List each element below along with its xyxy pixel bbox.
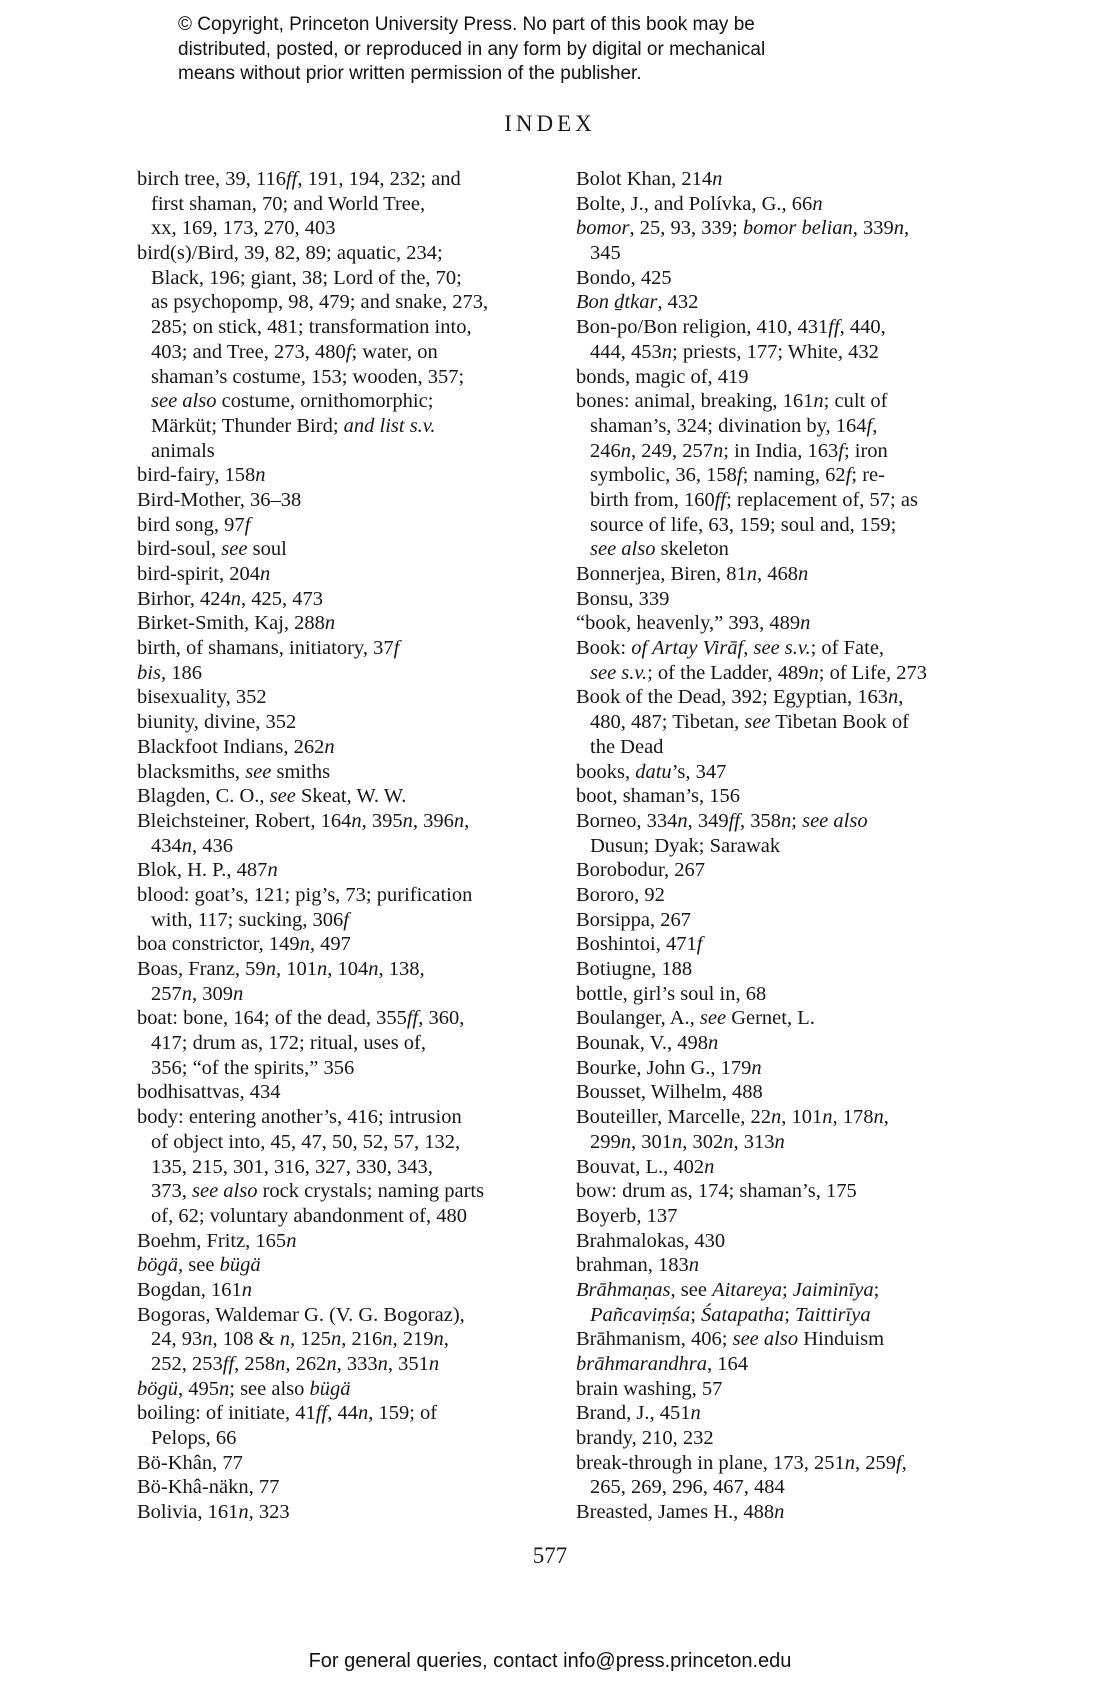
index-entry-line: Bonsu, 339: [576, 587, 670, 610]
index-entry-line: Borsippa, 267: [576, 908, 692, 931]
index-entry-line: shaman’s, 324; divination by, 164f,: [590, 414, 878, 437]
index-entry-line: first shaman, 70; and World Tree,: [151, 192, 426, 215]
index-entry-line: bomor, 25, 93, 339; bomor belian, 339n,: [576, 217, 910, 240]
index-entry-line: bisexuality, 352: [137, 686, 267, 709]
index-entry-line: Bolivia, 161n, 323: [137, 1501, 290, 1524]
index-entry-line: 252, 253ff, 258n, 262n, 333n, 351n: [151, 1353, 440, 1375]
index-entry-line: Blackfoot Indians, 262n: [137, 735, 335, 758]
index-entry-line: bird(s)/Bird, 39, 82, 89; aquatic, 234;: [137, 242, 443, 265]
index-entry-line: Bö-Khâ-näkn, 77: [137, 1476, 280, 1499]
index-entry-line: Märküt; Thunder Bird; and list s.v.: [151, 414, 436, 437]
index-entry-line: Birket-Smith, Kaj, 288n: [137, 612, 336, 635]
index-entry-line: Brāhmaṇas, see Aitareya; Jaiminīya;: [576, 1278, 880, 1301]
index-entry-line: 417; drum as, 172; ritual, uses of,: [151, 1032, 427, 1055]
index-entry-line: Brahmalokas, 430: [576, 1229, 726, 1252]
index-entry-line: 345: [590, 242, 621, 265]
index-entry-line: source of life, 63, 159; soul and, 159;: [590, 513, 897, 536]
index-entry-line: with, 117; sucking, 306f: [151, 908, 349, 931]
index-entry-line: Botiugne, 188: [576, 958, 693, 980]
index-entry-line: brāhmarandhra, 164: [576, 1353, 748, 1375]
index-entry-line: boat: bone, 164; of the dead, 355ff, 360,: [137, 1007, 465, 1030]
index-entry-line: Bourke, John G., 179n: [576, 1056, 762, 1079]
index-entry-line: Brāhmanism, 406; see also Hinduism: [576, 1328, 885, 1351]
copyright-line: means without prior written permission of the publisher.: [178, 63, 642, 85]
index-entry-line: as psychopomp, 98, 479; and snake, 273,: [151, 291, 489, 314]
index-entry-line: Bird-Mother, 36–38: [137, 488, 302, 511]
index-entry-line: bones: animal, breaking, 161n; cult of: [576, 390, 888, 413]
index-entry-line: Boyerb, 137: [576, 1204, 678, 1227]
index-entry-line: Boehm, Fritz, 165n: [137, 1229, 297, 1252]
index-entry-line: see also costume, ornithomorphic;: [151, 390, 434, 413]
index-entry-line: Boshintoi, 471f: [576, 933, 703, 956]
index-entry-line: bis, 186: [137, 661, 202, 684]
index-entry-line: Blok, H. P., 487n: [137, 859, 278, 882]
index-entry-line: Black, 196; giant, 38; Lord of the, 70;: [151, 266, 462, 289]
index-entry-line: 246n, 249, 257n; in India, 163f; iron: [590, 439, 888, 462]
index-entry-line: shaman’s costume, 153; wooden, 357;: [151, 365, 465, 388]
index-entry-line: 480, 487; Tibetan, see Tibetan Book of: [590, 711, 909, 734]
index-entry-line: bird-fairy, 158n: [137, 464, 266, 487]
index-entry-line: Bounak, V., 498n: [576, 1032, 719, 1055]
index-entry-line: 403; and Tree, 273, 480f; water, on: [151, 340, 438, 363]
index-entry-line: Bogdan, 161n: [137, 1278, 253, 1301]
index-entry-line: Breasted, James H., 488n: [576, 1501, 785, 1524]
index-entry-line: biunity, divine, 352: [137, 711, 297, 734]
index-entry-line: birth from, 160ff; replacement of, 57; as: [590, 488, 918, 511]
index-entry-line: of object into, 45, 47, 50, 52, 57, 132,: [151, 1130, 461, 1153]
index-entry-line: Pañcaviṃśa; Śatapatha; Taittirīya: [590, 1303, 871, 1326]
index-entry-line: symbolic, 36, 158f; naming, 62f; re-: [590, 464, 885, 487]
index-entry-line: 444, 453n; priests, 177; White, 432: [590, 340, 879, 363]
copyright-line: distributed, posted, or reproduced in any form by digital or mechanical: [178, 38, 766, 60]
copyright-line: © Copyright, Princeton University Press. No part of this book may be: [178, 14, 755, 35]
index-entry-line: boot, shaman’s, 156: [576, 785, 740, 808]
index-entry-line: birth, of shamans, initiatory, 37f: [137, 637, 400, 660]
index-entry-line: body: entering another’s, 416; intrusion: [137, 1106, 462, 1129]
index-entry-line: see s.v.; of the Ladder, 489n; of Life, 273: [590, 661, 927, 684]
index-entry-line: Boulanger, A., see Gernet, L.: [576, 1007, 815, 1030]
index-entry-line: boiling: of initiate, 41ff, 44n, 159; of: [137, 1402, 438, 1425]
index-entry-line: 373, see also rock crystals; naming parts: [151, 1180, 485, 1203]
index-entry-line: bird song, 97f: [137, 513, 251, 536]
index-entry-line: brandy, 210, 232: [576, 1427, 714, 1450]
index-entry-line: bird-soul, see soul: [137, 538, 287, 561]
index-entry-line: 265, 269, 296, 467, 484: [590, 1476, 785, 1499]
index-entry-line: 24, 93n, 108 & n, 125n, 216n, 219n,: [151, 1328, 449, 1351]
index-entry-line: blacksmiths, see smiths: [137, 760, 331, 783]
index-entry-line: Borneo, 334n, 349ff, 358n; see also: [576, 809, 868, 832]
index-entry-line: Bondo, 425: [576, 266, 672, 289]
index-entry-line: boa constrictor, 149n, 497: [137, 933, 351, 956]
index-entry-line: bögä, see bügä: [137, 1254, 261, 1277]
index-entry-line: Book of the Dead, 392; Egyptian, 163n,: [576, 686, 904, 709]
index-entry-line: Bö-Khân, 77: [137, 1451, 243, 1474]
index-entry-line: 257n, 309n: [151, 982, 244, 1005]
footer-contact: For general queries, contact info@press.princeton.edu: [308, 1650, 792, 1672]
index-entry-line: see also skeleton: [590, 538, 729, 561]
index-entry-line: bird-spirit, 204n: [137, 563, 271, 585]
index-entry-line: bonds, magic of, 419: [576, 365, 749, 388]
index-entry-line: Bonnerjea, Biren, 81n, 468n: [576, 563, 809, 585]
index-entry-line: the Dead: [590, 735, 664, 758]
index-entry-line: Book: of Artay Virāf, see s.v.; of Fate,: [576, 637, 885, 660]
page-title: INDEX: [504, 111, 596, 136]
index-entry-line: Blagden, C. O., see Skeat, W. W.: [137, 785, 407, 808]
index-entry-line: break-through in plane, 173, 251n, 259f,: [576, 1451, 907, 1474]
index-entry-line: Brand, J., 451n: [576, 1402, 701, 1425]
index-entry-line: xx, 169, 173, 270, 403: [151, 217, 336, 240]
index-entry-line: Bouteiller, Marcelle, 22n, 101n, 178n,: [576, 1106, 889, 1129]
index-entry-line: 299n, 301n, 302n, 313n: [590, 1130, 785, 1153]
index-entry-line: Bolte, J., and Polívka, G., 66n: [576, 192, 823, 215]
index-entry-line: Pelops, 66: [151, 1427, 237, 1450]
index-entry-line: Bogoras, Waldemar G. (V. G. Bogoraz),: [137, 1303, 465, 1326]
index-column-left: [137, 167, 562, 1525]
index-entry-line: bottle, girl’s soul in, 68: [576, 982, 767, 1005]
index-entry-line: Bon-po/Bon religion, 410, 431ff, 440,: [576, 316, 886, 339]
index-entry-line: Bousset, Wilhelm, 488: [576, 1081, 763, 1104]
index-entry-line: bodhisattvas, 434: [137, 1081, 281, 1104]
index-entry-line: Bouvat, L., 402n: [576, 1155, 715, 1178]
index-entry-line: Bororo, 92: [576, 883, 665, 906]
index-entry-line: Dusun; Dyak; Sarawak: [590, 834, 781, 857]
index-entry-line: brain washing, 57: [576, 1377, 723, 1400]
index-entry-line: animals: [151, 439, 215, 462]
index-entry-line: 285; on stick, 481; transformation into,: [151, 316, 472, 339]
index-entry-line: bow: drum as, 174; shaman’s, 175: [576, 1180, 857, 1203]
index-column-right: [576, 167, 1001, 1525]
index-entry-line: Bon ḏtkar, 432: [576, 291, 699, 314]
index-entry-line: Boas, Franz, 59n, 101n, 104n, 138,: [137, 958, 425, 980]
index-entry-line: books, datu’s, 347: [576, 760, 727, 783]
index-entry-line: 135, 215, 301, 316, 327, 330, 343,: [151, 1155, 433, 1178]
index-entry-line: bögü, 495n; see also bügä: [137, 1377, 351, 1400]
index-entry-line: Birhor, 424n, 425, 473: [137, 587, 323, 610]
index-entry-line: 356; “of the spirits,” 356: [151, 1056, 355, 1079]
index-entry-line: 434n, 436: [151, 834, 233, 857]
index-entry-line: “book, heavenly,” 393, 489n: [576, 612, 811, 635]
index-entry-line: brahman, 183n: [576, 1254, 699, 1277]
index-entry-line: birch tree, 39, 116ff, 191, 194, 232; and: [137, 168, 461, 190]
index-entry-line: Bolot Khan, 214n: [576, 168, 723, 190]
copyright-notice: [178, 12, 765, 86]
page-number: 577: [532, 1543, 568, 1568]
index-entry-line: Borobodur, 267: [576, 859, 706, 882]
index-entry-line: of, 62; voluntary abandonment of, 480: [151, 1204, 467, 1227]
index-entry-line: blood: goat’s, 121; pig’s, 73; purification: [137, 883, 473, 906]
index-entry-line: Bleichsteiner, Robert, 164n, 395n, 396n,: [137, 809, 470, 832]
